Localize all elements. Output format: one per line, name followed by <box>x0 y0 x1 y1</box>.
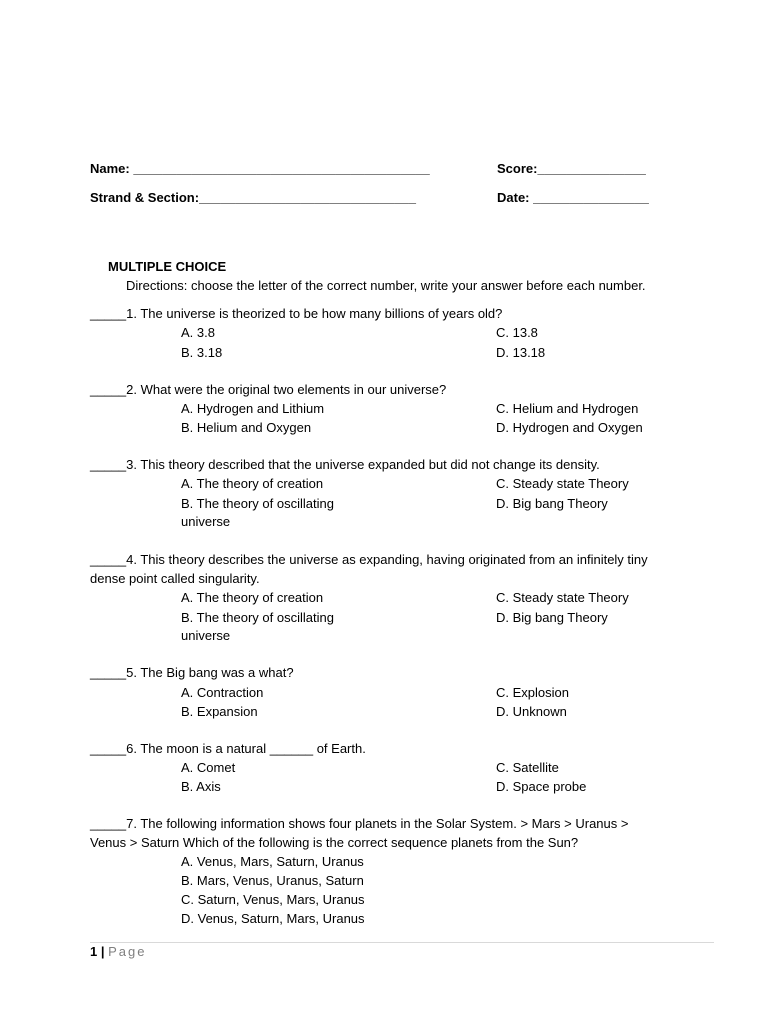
question-2-option-c: C. Helium and Hydrogen <box>496 401 639 416</box>
question-4-option-b-cont: universe <box>181 628 231 643</box>
question-2-option-b: B. Helium and Oxygen <box>181 420 312 435</box>
question-3-option-a: A. The theory of creation <box>181 476 324 491</box>
strand-section-field-label: Strand & Section:______________________________ <box>90 190 416 205</box>
directions: Directions: choose the letter of the correct number, write your answer before each number. <box>126 278 646 293</box>
question-7-option-c: C. Saturn, Venus, Mars, Uranus <box>181 892 365 907</box>
question-6-option-d: D. Space probe <box>496 779 587 794</box>
section-title: MULTIPLE CHOICE <box>108 259 227 274</box>
page-separator: | <box>97 944 109 959</box>
question-5-option-c: C. Explosion <box>496 685 569 700</box>
question-4-option-d: D. Big bang Theory <box>496 610 608 625</box>
question-2-option-a: A. Hydrogen and Lithium <box>181 401 325 416</box>
question-6-stem: _____6. The moon is a natural ______ of Earth. <box>90 741 366 756</box>
question-4-option-b: B. The theory of oscillating <box>181 610 334 625</box>
question-2-option-d: D. Hydrogen and Oxygen <box>496 420 643 435</box>
question-7-option-a: A. Venus, Mars, Saturn, Uranus <box>181 854 364 869</box>
question-1-option-b: B. 3.18 <box>181 345 223 360</box>
question-7-option-d: D. Venus, Saturn, Mars, Uranus <box>181 911 365 926</box>
question-1-stem: _____1. The universe is theorized to be how many billions of years old? <box>90 306 503 321</box>
question-4-stem-cont: dense point called singularity. <box>90 571 260 586</box>
question-3-stem: _____3. This theory described that the universe expanded but did not change its density. <box>90 457 600 472</box>
score-field-label: Score:_______________ <box>497 161 646 176</box>
page-footer <box>90 943 146 961</box>
question-3-option-d: D. Big bang Theory <box>496 496 608 511</box>
page-word: Page <box>108 944 147 959</box>
question-5-stem: _____5. The Big bang was a what? <box>90 665 294 680</box>
question-4-stem: _____4. This theory describes the universe as expanding, having originated from an infinitely tiny <box>90 552 648 567</box>
question-5-option-a: A. Contraction <box>181 685 264 700</box>
question-6-option-c: C. Satellite <box>496 760 559 775</box>
footer-divider <box>90 942 714 943</box>
question-5-option-b: B. Expansion <box>181 704 258 719</box>
question-7-option-b: B. Mars, Venus, Uranus, Saturn <box>181 873 364 888</box>
question-6-option-a: A. Comet <box>181 760 236 775</box>
name-field-label: Name: _________________________________________ <box>90 161 430 176</box>
question-7-stem-cont: Venus > Saturn Which of the following is the correct sequence planets from the Sun? <box>90 835 579 850</box>
question-4-option-c: C. Steady state Theory <box>496 590 629 605</box>
question-2-stem: _____2. What were the original two elements in our universe? <box>90 382 447 397</box>
question-3-option-b-cont: universe <box>181 514 231 529</box>
question-3-option-b: B. The theory of oscillating <box>181 496 334 511</box>
question-6-option-b: B. Axis <box>181 779 221 794</box>
question-5-option-d: D. Unknown <box>496 704 567 719</box>
question-4-option-a: A. The theory of creation <box>181 590 324 605</box>
question-1-option-d: D. 13.18 <box>496 345 546 360</box>
question-1-option-c: C. 13.8 <box>496 325 538 340</box>
question-1-option-a: A. 3.8 <box>181 325 215 340</box>
question-3-option-c: C. Steady state Theory <box>496 476 629 491</box>
date-field-label: Date: ________________ <box>497 190 649 205</box>
question-7-stem: _____7. The following information shows four planets in the Solar System. > Mars > Uranus > <box>90 816 629 831</box>
page-number: 1 <box>90 944 98 959</box>
